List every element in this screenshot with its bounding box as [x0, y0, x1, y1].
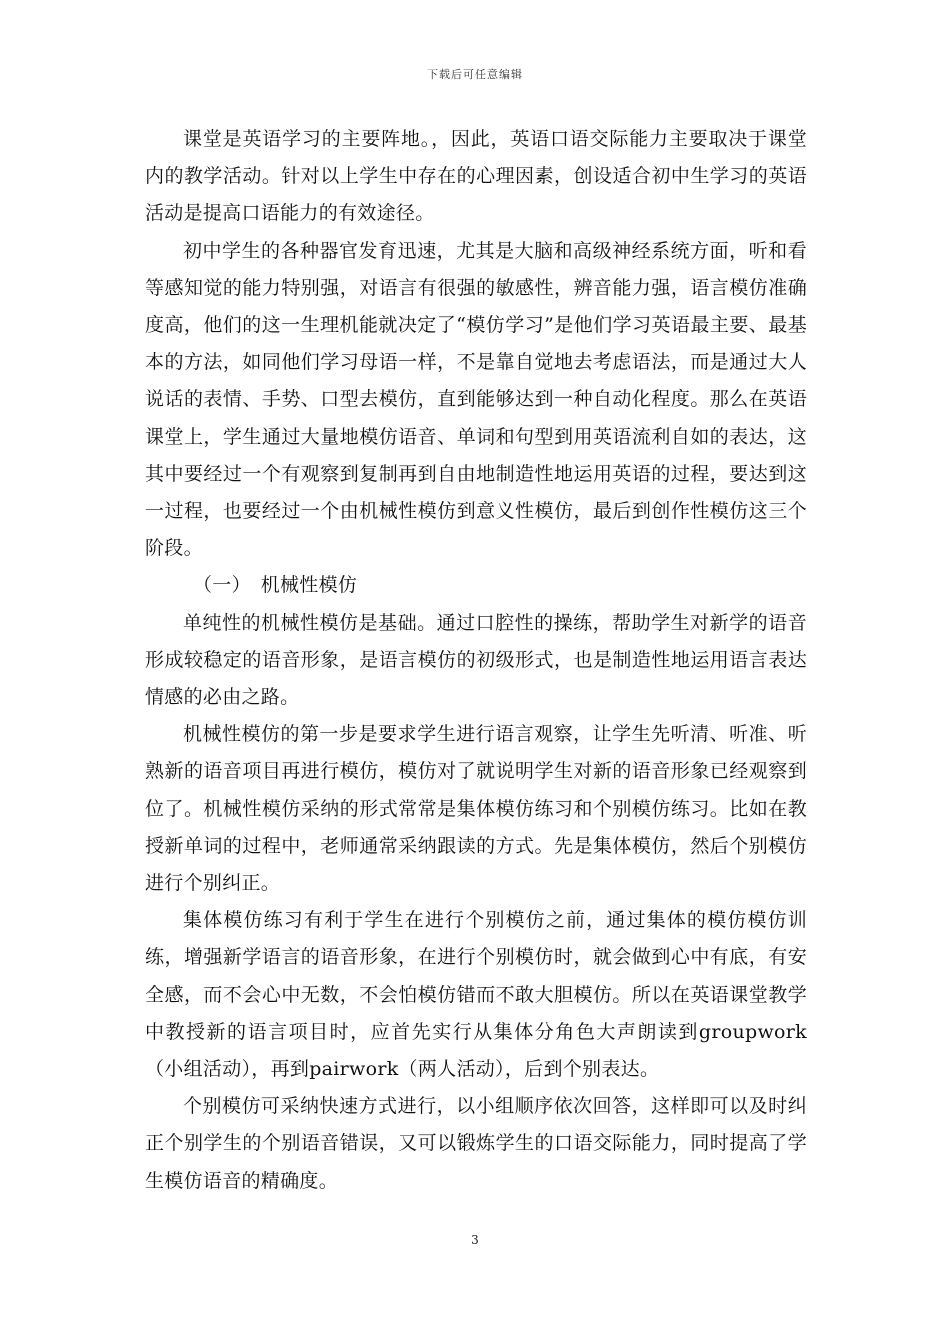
paragraph-6: 个别模仿可采纳快速方式进行，以小组顺序依次回答，这样即可以及时纠正个别学生的个别语音错误，又可以锻炼学生的口语交际能力，同时提高了学生模仿语音的精确度。 — [145, 1095, 807, 1192]
paragraph-3: 单纯性的机械性模仿是基础。通过口腔性的操练，帮助学生对新学的语音形成较稳定的语音形象，是语言模仿的初级形式，也是制造性地运用语言表达情感的必由之路。 — [145, 611, 807, 709]
document-body — [145, 121, 807, 1200]
paragraph-2: 初中学生的各种器官发育迅速，尤其是大脑和高级神经系统方面，听和看等感知觉的能力特别强，对语言有很强的敏感性，辨音能力强，语言模仿准确度高，他们的这一生理机能就决定了“模仿学习”是他们学习英语最主要、最基本的方法，如同他们学习母语一样，不是靠自觉地去考虑语法，而是通过大人说话的表情、手势、口型去模仿，直到能够达到一种自动化程度。那么在英语课堂上，学生通过大量地模仿语音、单词和句型到用英语流利自如的表达，这其中要经过一个有观察到复制再到自由地制造性地运用英语的过程，要达到这一过程，也要经过一个由机械性模仿到意义性模仿，最后到创作性模仿这三个阶段。 — [145, 239, 807, 560]
section-heading: （一） 机械性模仿 — [193, 574, 358, 597]
paragraph-5: 集体模仿练习有利于学生在进行个别模仿之前，通过集体的模仿模仿训练，增强新学语言的语音形象，在进行个别模仿时，就会做到心中有底，有安全感，而不会心中无数，不会怕模仿错而不敢大胆模仿。所以在英语课堂教学中教授新的语言项目时，应首先实行从集体分角色大声朗读到groupwork（小组活动），再到pairwork（两人活动），后到个别表达。 — [145, 909, 807, 1081]
paragraph-1: 课堂是英语学习的主要阵地。，因此，英语口语交际能力主要取决于课堂内的教学活动。针对以上学生中存在的心理因素，创设适合初中生学习的英语活动是提高口语能力的有效途径。 — [145, 128, 807, 225]
page-header: 下载后可任意编辑 — [427, 68, 523, 81]
paragraph-4: 机械性模仿的第一步是要求学生进行语言观察，让学生先听清、听准、听熟新的语音项目再进行模仿，模仿对了就说明学生对新的语音形象已经观察到位了。机械性模仿采纳的形式常常是集体模仿练习和个别模仿练习。比如在教授新单词的过程中，老师通常采纳跟读的方式。先是集体模仿，然后个别模仿进行个别纠正。 — [145, 723, 807, 895]
page-number: 3 — [471, 1233, 479, 1247]
